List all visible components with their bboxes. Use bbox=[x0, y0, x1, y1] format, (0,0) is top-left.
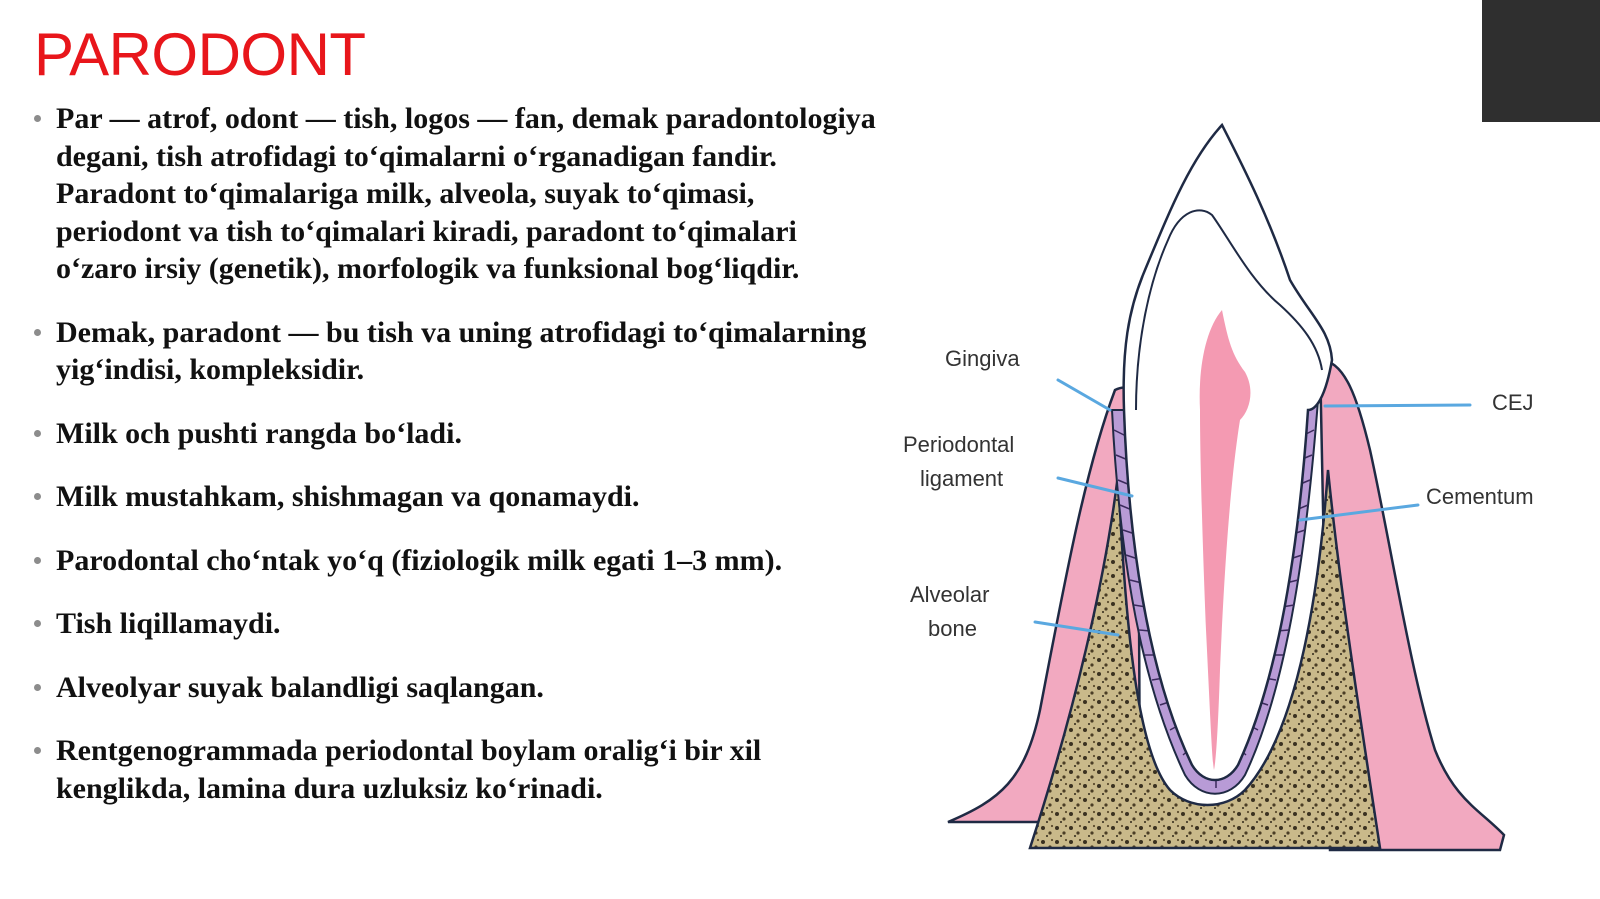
bullet-item: Par — atrof, odont — tish, logos — fan, demak paradontologiya degani, tish atrofidagi to‘qimalarni o‘rganadigan fandir. Paradont to‘qimalariga milk, alveola, suyak to‘qimasi, periodont va tish to‘qimalari kiradi, paradont to‘qimalari o‘zaro irsiy (genetik), morfologik va funksional bog‘liqdir. bbox=[34, 100, 884, 288]
label-periodontal-1: Periodontal bbox=[903, 432, 1015, 457]
tooth-diagram-svg bbox=[900, 110, 1580, 870]
label-gingiva: Gingiva bbox=[945, 346, 1020, 371]
label-alveolar-1: Alveolar bbox=[910, 582, 990, 607]
label-cej: CEJ bbox=[1492, 390, 1534, 415]
label-periodontal-2: ligament bbox=[920, 466, 1004, 491]
bullet-item: Alveolyar suyak balandligi saqlangan. bbox=[34, 669, 884, 707]
bullet-item: Demak, paradont — bu tish va uning atrofidagi to‘qimalarning yig‘indisi, kompleksidir. bbox=[34, 314, 884, 389]
label-alveolar-2: bone bbox=[928, 616, 977, 641]
slide-title: PARODONT bbox=[34, 21, 366, 88]
bullet-item: Rentgenogrammada periodontal boylam oralig‘i bir xil kenglikda, lamina dura uzluksiz ko‘rinadi. bbox=[34, 732, 884, 807]
bullet-item: Parodontal cho‘ntak yo‘q (fiziologik milk egati 1–3 mm). bbox=[34, 542, 884, 580]
bullet-item: Milk mustahkam, shishmagan va qonamaydi. bbox=[34, 478, 884, 516]
tooth-diagram bbox=[900, 110, 1580, 870]
corner-decoration bbox=[1482, 0, 1600, 122]
bullet-list bbox=[34, 100, 884, 833]
bullet-item: Milk och pushti rangda bo‘ladi. bbox=[34, 415, 884, 453]
bullet-item: Tish liqillamaydi. bbox=[34, 605, 884, 643]
label-cementum: Cementum bbox=[1426, 484, 1534, 509]
